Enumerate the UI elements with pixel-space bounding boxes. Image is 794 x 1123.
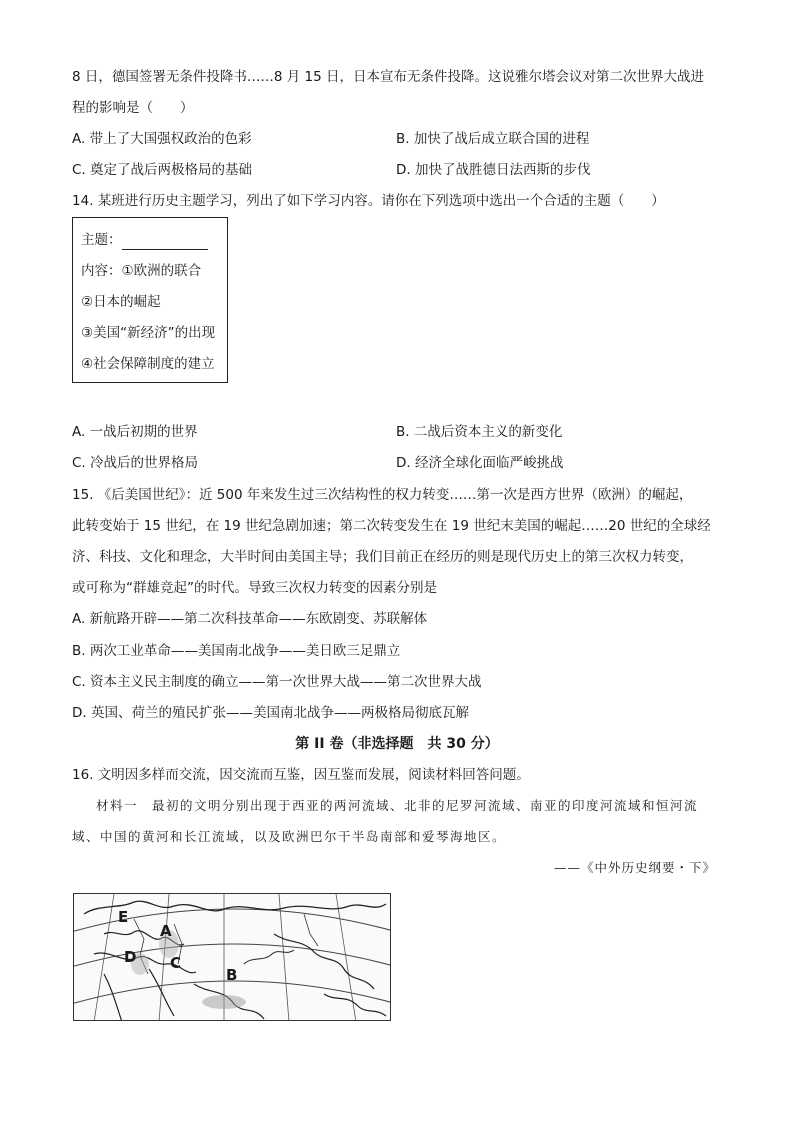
map-label-b: B [226, 966, 238, 984]
section-heading: 第 II 卷（非选择题 共 30 分） [295, 736, 499, 752]
q15-option-c: C. 资本主义民主制度的确立——第一次世界大战——第二次世界大战 [72, 674, 482, 690]
q15-option-a: A. 新航路开辟——第二次科技革命——东欧剧变、苏联解体 [72, 611, 428, 627]
q14-option-a: A. 一战后初期的世界 [72, 424, 198, 440]
map-label-d: D [124, 948, 137, 966]
q15-option-b: B. 两次工业革命——美国南北战争——美日欧三足鼎立 [72, 643, 401, 659]
q15-stem-line-4: 或可称为“群雄竞起”的时代。导致三次权力转变的因素分别是 [72, 580, 437, 596]
ancient-civilizations-map [73, 893, 391, 1021]
q14-content-item-2: ②日本的崛起 [81, 294, 161, 310]
q14-stem: 14. 某班进行历史主题学习，列出了如下学习内容。请你在下列选项中选出一个合适的主题（ ） [72, 193, 665, 209]
q13-option-a: A. 带上了大国强权政治的色彩 [72, 131, 252, 147]
q15-stem-line-3: 济、科技、文化和理念，大半时间由美国主导；我们目前正在经历的则是现代历史上的第三次权力转变， [72, 549, 693, 565]
map-label-c: C [170, 954, 182, 972]
q14-option-c: C. 冷战后的世界格局 [72, 455, 199, 471]
q14-theme-blank [122, 235, 208, 250]
q15-stem-line-2: 此转变始于 15 世纪，在 19 世纪急剧加速；第二次转变发生在 19 世纪末美国的崛起……20 世纪的全球经 [72, 518, 711, 534]
q16-source: ——《中外历史纲要・下》 [553, 860, 716, 875]
q14-option-d: D. 经济全球化面临严峻挑战 [396, 455, 564, 471]
q14-theme-label: 主题： [81, 232, 122, 248]
q13-option-b: B. 加快了战后成立联合国的进程 [396, 131, 590, 147]
map-label-a: A [160, 922, 172, 940]
q14-content-box [72, 217, 228, 383]
q13-option-d: D. 加快了战胜德日法西斯的步伐 [396, 162, 591, 178]
q15-stem-line-1: 15. 《后美国世纪》：近 500 年来发生过三次结构性的权力转变……第一次是西方世界（欧洲）的崛起， [72, 487, 693, 503]
q13-option-c: C. 奠定了战后两极格局的基础 [72, 162, 253, 178]
q14-option-b: B. 二战后资本主义的新变化 [396, 424, 563, 440]
q13-stem-line-2: 程的影响是（ ） [72, 100, 194, 116]
q16-material-line-1: 材料一 最初的文明分别出现于西亚的两河流域、北非的尼罗河流域、南亚的印度河流域和恒河流 [96, 798, 699, 813]
q15-option-d: D. 英国、荷兰的殖民扩张——美国南北战争——两极格局彻底瓦解 [72, 705, 469, 721]
q13-stem-line-1: 8 日，德国签署无条件投降书……8 月 15 日，日本宣布无条件投降。这说雅尔塔会议对第二次世界大战进 [72, 69, 705, 85]
map-label-e: E [118, 908, 129, 926]
q16-stem: 16. 文明因多样而交流，因交流而互鉴，因互鉴而发展，阅读材料回答问题。 [72, 767, 530, 783]
q14-content-item-4: ④社会保障制度的建立 [81, 356, 215, 372]
q14-theme-row [81, 230, 208, 250]
q14-content-item-3: ③美国“新经济”的出现 [81, 325, 216, 341]
q16-material-line-2: 域、中国的黄河和长江流域，以及欧洲巴尔干半岛南部和爱琴海地区。 [72, 829, 507, 844]
q14-content-item-1: 内容：①欧洲的联合 [81, 263, 202, 279]
